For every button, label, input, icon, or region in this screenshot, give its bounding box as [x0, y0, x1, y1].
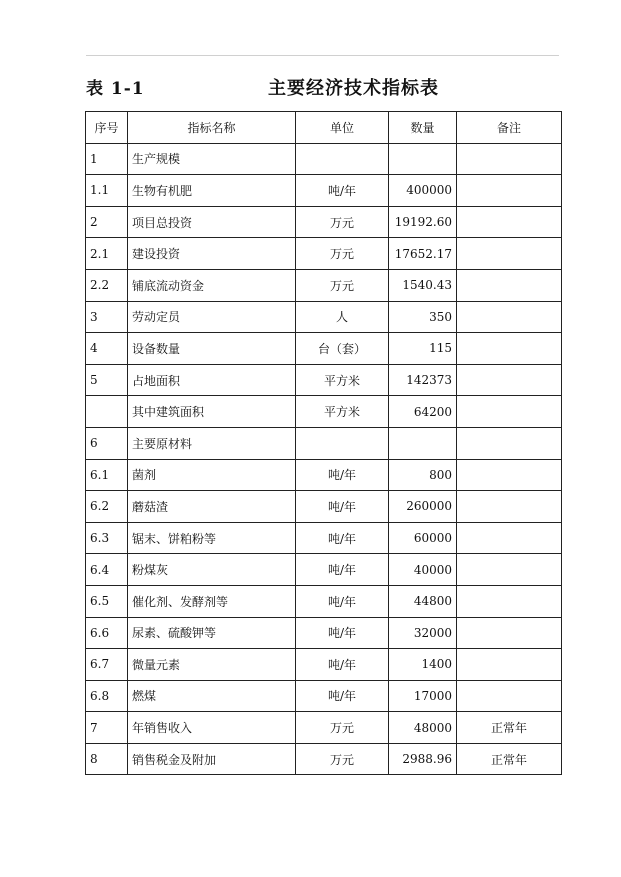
cell-unit: 吨/年 — [296, 585, 389, 617]
cell-seq: 5 — [86, 364, 128, 396]
cell-note — [457, 522, 562, 554]
cell-indicator-name: 其中建筑面积 — [128, 396, 296, 428]
cell-indicator-name: 年销售收入 — [128, 712, 296, 744]
cell-unit: 吨/年 — [296, 459, 389, 491]
cell-seq: 4 — [86, 333, 128, 365]
cell-indicator-name: 铺底流动资金 — [128, 269, 296, 301]
cell-indicator-name: 菌剂 — [128, 459, 296, 491]
cell-indicator-name: 劳动定员 — [128, 301, 296, 333]
indicators-table — [85, 111, 562, 775]
cell-seq: 2.2 — [86, 269, 128, 301]
column-header-unit: 单位 — [296, 112, 389, 144]
table-row — [86, 364, 562, 396]
cell-note — [457, 333, 562, 365]
column-header-seq: 序号 — [86, 112, 128, 144]
cell-note — [457, 301, 562, 333]
cell-unit: 万元 — [296, 206, 389, 238]
column-header-note: 备注 — [457, 112, 562, 144]
cell-unit: 吨/年 — [296, 680, 389, 712]
table-row — [86, 301, 562, 333]
cell-quantity: 400000 — [389, 175, 457, 207]
cell-unit: 吨/年 — [296, 649, 389, 681]
table-row — [86, 491, 562, 523]
cell-seq: 6.7 — [86, 649, 128, 681]
table-row — [86, 206, 562, 238]
cell-quantity — [389, 427, 457, 459]
cell-unit: 人 — [296, 301, 389, 333]
cell-quantity: 142373 — [389, 364, 457, 396]
table-number: 表 1-1 — [86, 79, 145, 99]
table-row — [86, 143, 562, 175]
cell-note — [457, 269, 562, 301]
cell-indicator-name: 销售税金及附加 — [128, 743, 296, 775]
cell-unit: 万元 — [296, 238, 389, 270]
table-row — [86, 427, 562, 459]
cell-unit: 吨/年 — [296, 175, 389, 207]
cell-seq: 1 — [86, 143, 128, 175]
cell-seq: 6.8 — [86, 680, 128, 712]
cell-seq: 3 — [86, 301, 128, 333]
cell-note: 正常年 — [457, 743, 562, 775]
cell-indicator-name: 设备数量 — [128, 333, 296, 365]
cell-note — [457, 364, 562, 396]
cell-seq: 6 — [86, 427, 128, 459]
cell-indicator-name: 生物有机肥 — [128, 175, 296, 207]
table-row — [86, 175, 562, 207]
cell-quantity — [389, 143, 457, 175]
cell-quantity: 60000 — [389, 522, 457, 554]
cell-unit: 吨/年 — [296, 617, 389, 649]
cell-indicator-name: 催化剂、发酵剂等 — [128, 585, 296, 617]
cell-unit: 平方米 — [296, 364, 389, 396]
cell-note — [457, 206, 562, 238]
cell-seq: 8 — [86, 743, 128, 775]
cell-indicator-name: 生产规模 — [128, 143, 296, 175]
cell-note — [457, 143, 562, 175]
cell-unit — [296, 427, 389, 459]
cell-indicator-name: 建设投资 — [128, 238, 296, 270]
cell-note — [457, 175, 562, 207]
cell-seq — [86, 396, 128, 428]
cell-seq: 7 — [86, 712, 128, 744]
table-row — [86, 712, 562, 744]
cell-indicator-name: 占地面积 — [128, 364, 296, 396]
header-rule — [86, 55, 559, 56]
column-header-name: 指标名称 — [128, 112, 296, 144]
cell-seq: 2.1 — [86, 238, 128, 270]
cell-note — [457, 617, 562, 649]
cell-quantity: 115 — [389, 333, 457, 365]
cell-quantity: 19192.60 — [389, 206, 457, 238]
cell-quantity: 260000 — [389, 491, 457, 523]
cell-indicator-name: 尿素、硫酸钾等 — [128, 617, 296, 649]
table-row — [86, 238, 562, 270]
cell-note — [457, 238, 562, 270]
cell-quantity: 48000 — [389, 712, 457, 744]
cell-indicator-name: 燃煤 — [128, 680, 296, 712]
table-row — [86, 554, 562, 586]
cell-quantity: 32000 — [389, 617, 457, 649]
table-row — [86, 333, 562, 365]
cell-unit: 万元 — [296, 712, 389, 744]
table-row — [86, 649, 562, 681]
cell-indicator-name: 粉煤灰 — [128, 554, 296, 586]
table-row — [86, 617, 562, 649]
cell-unit: 吨/年 — [296, 491, 389, 523]
cell-note — [457, 585, 562, 617]
cell-indicator-name: 主要原材料 — [128, 427, 296, 459]
cell-seq: 6.5 — [86, 585, 128, 617]
cell-quantity: 800 — [389, 459, 457, 491]
document-title: 主要经济技术指标表 — [268, 78, 439, 99]
table-row — [86, 396, 562, 428]
cell-note — [457, 459, 562, 491]
cell-quantity: 2988.96 — [389, 743, 457, 775]
table-row — [86, 743, 562, 775]
cell-quantity: 350 — [389, 301, 457, 333]
cell-note — [457, 491, 562, 523]
cell-unit — [296, 143, 389, 175]
cell-quantity: 40000 — [389, 554, 457, 586]
cell-indicator-name: 微量元素 — [128, 649, 296, 681]
cell-note — [457, 680, 562, 712]
cell-seq: 6.1 — [86, 459, 128, 491]
cell-unit: 吨/年 — [296, 522, 389, 554]
cell-quantity: 44800 — [389, 585, 457, 617]
cell-note: 正常年 — [457, 712, 562, 744]
cell-unit: 平方米 — [296, 396, 389, 428]
table-row — [86, 680, 562, 712]
table-row — [86, 269, 562, 301]
cell-quantity: 64200 — [389, 396, 457, 428]
cell-unit: 吨/年 — [296, 554, 389, 586]
cell-note — [457, 396, 562, 428]
table-header-row — [86, 112, 562, 144]
cell-indicator-name: 蘑菇渣 — [128, 491, 296, 523]
cell-seq: 1.1 — [86, 175, 128, 207]
cell-unit: 万元 — [296, 743, 389, 775]
cell-indicator-name: 项目总投资 — [128, 206, 296, 238]
column-header-quantity: 数量 — [389, 112, 457, 144]
cell-unit: 万元 — [296, 269, 389, 301]
cell-note — [457, 427, 562, 459]
cell-seq: 6.3 — [86, 522, 128, 554]
cell-seq: 6.2 — [86, 491, 128, 523]
cell-unit: 台（套） — [296, 333, 389, 365]
cell-quantity: 1540.43 — [389, 269, 457, 301]
cell-indicator-name: 锯末、饼粕粉等 — [128, 522, 296, 554]
cell-note — [457, 554, 562, 586]
table-row — [86, 522, 562, 554]
cell-note — [457, 649, 562, 681]
cell-seq: 6.4 — [86, 554, 128, 586]
table-body — [86, 143, 562, 775]
table-row — [86, 585, 562, 617]
table-row — [86, 459, 562, 491]
cell-quantity: 17652.17 — [389, 238, 457, 270]
cell-quantity: 17000 — [389, 680, 457, 712]
cell-seq: 6.6 — [86, 617, 128, 649]
cell-seq: 2 — [86, 206, 128, 238]
cell-quantity: 1400 — [389, 649, 457, 681]
